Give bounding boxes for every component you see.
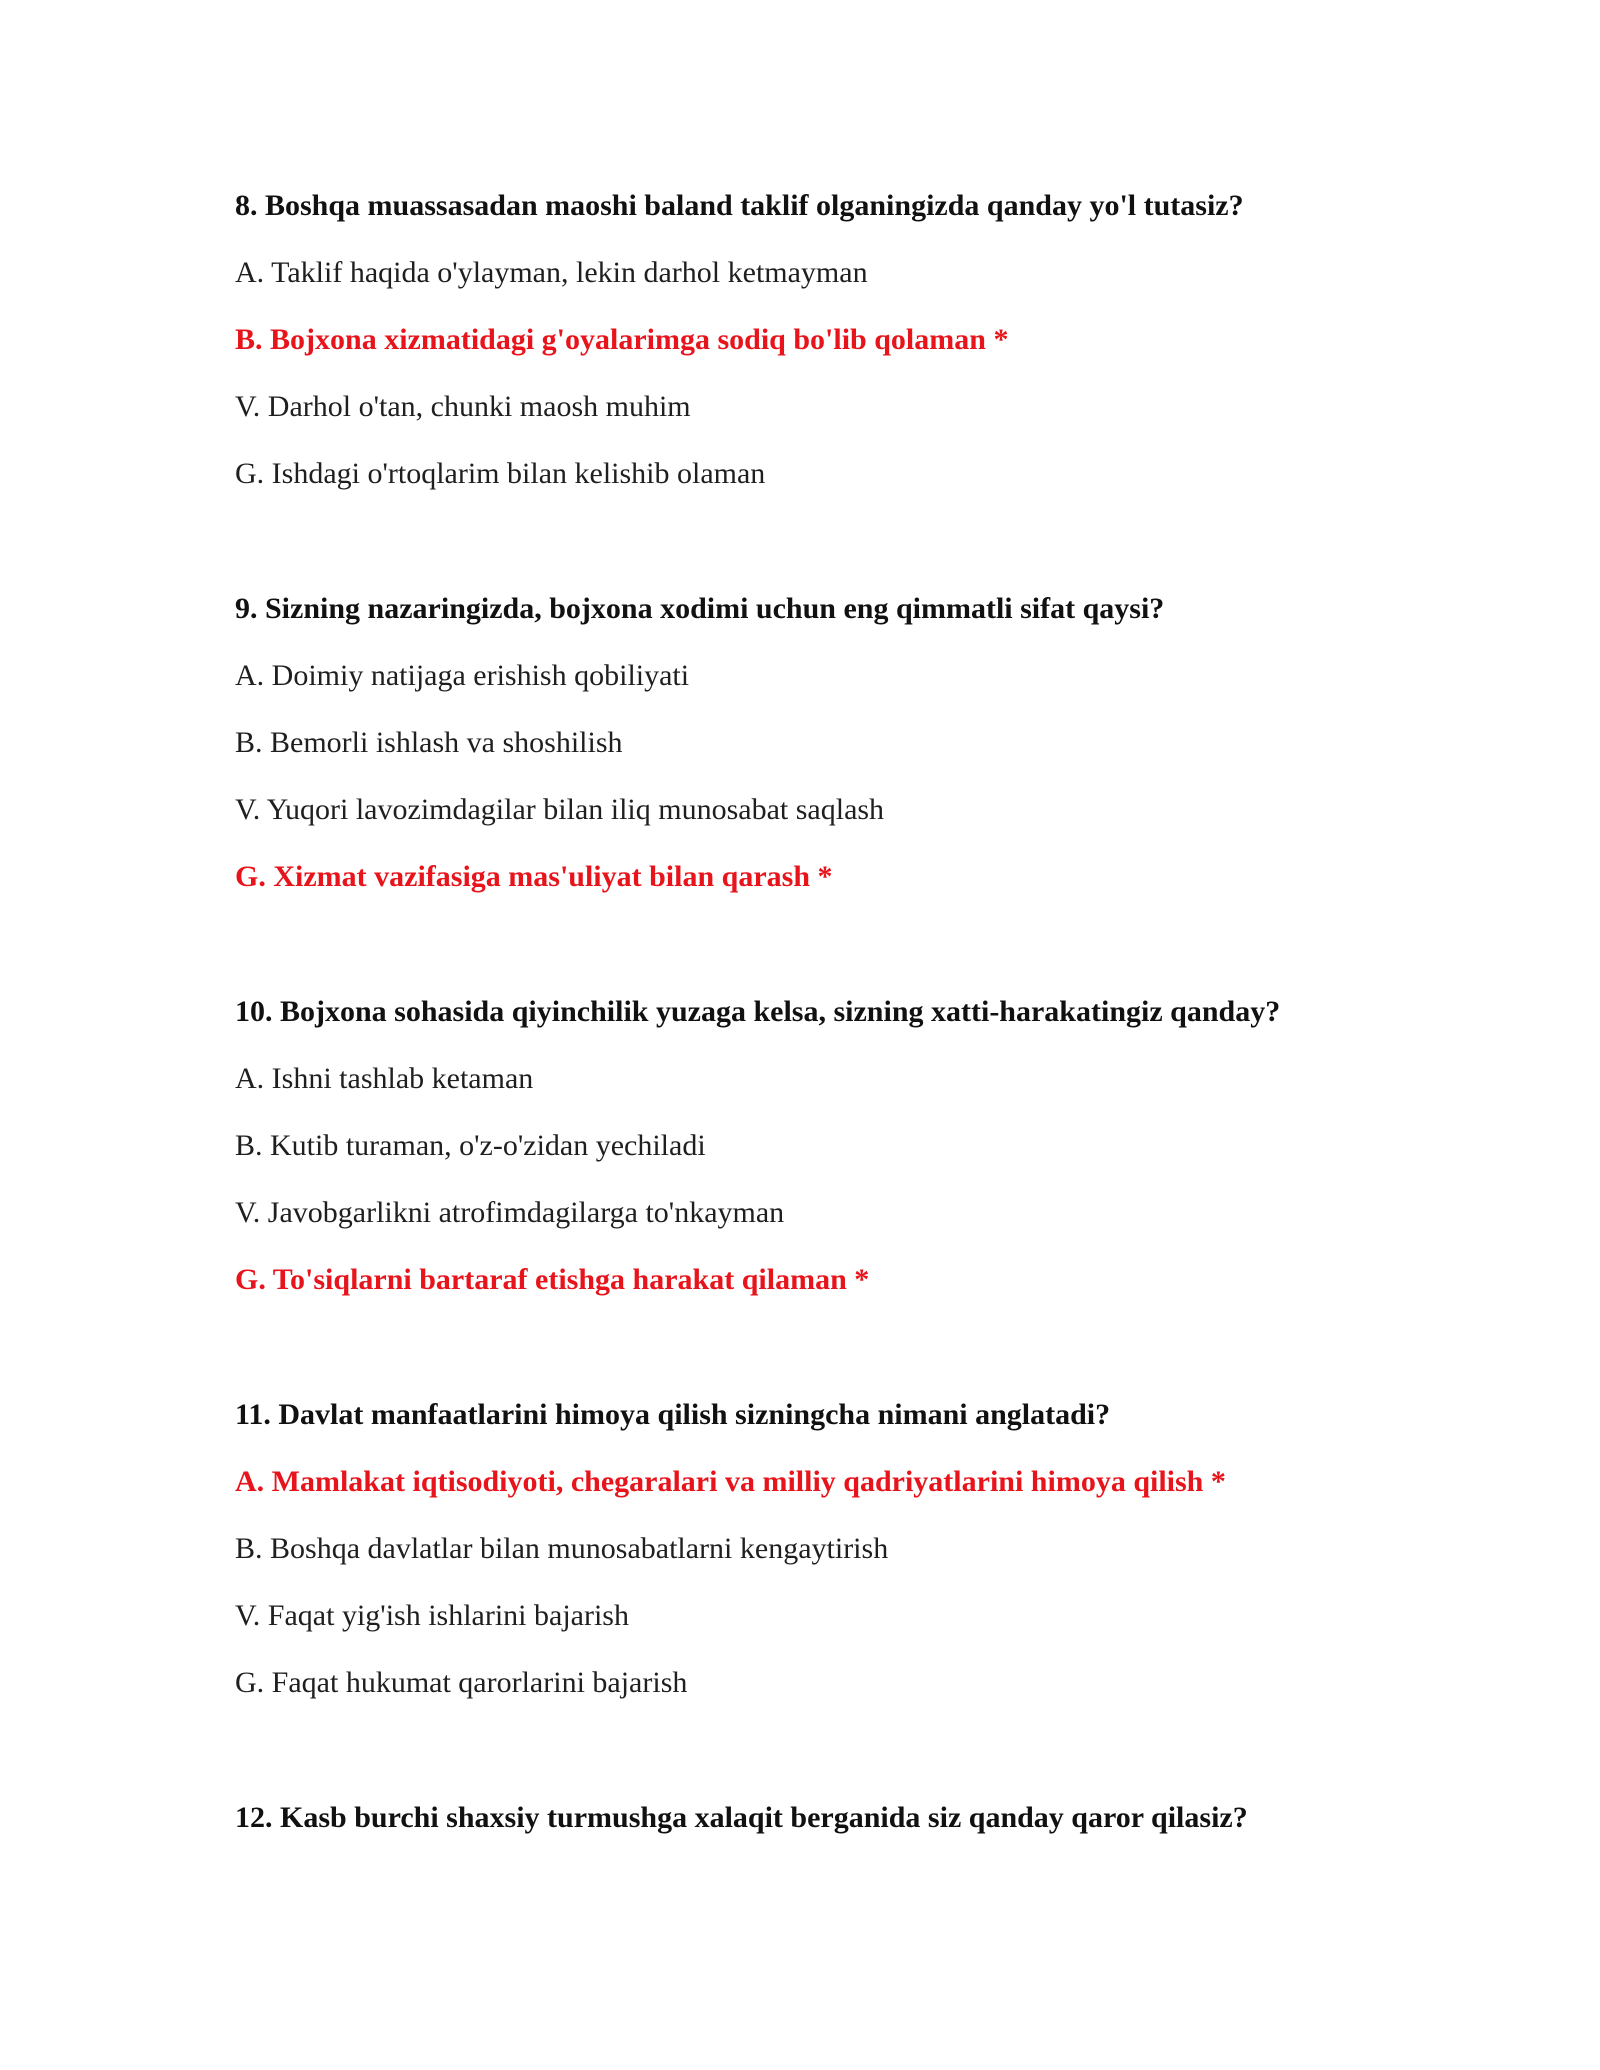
answer-option: B. Bemorli ishlash va shoshilish <box>235 726 623 759</box>
question-11 <box>235 1397 1435 1732</box>
question-10 <box>235 994 1435 1329</box>
question-text: 8. Boshqa muassasadan maoshi baland taklif olganingizda qanday yo'l tutasiz? <box>235 189 1244 222</box>
answer-option: V. Darhol o'tan, chunki maosh muhim <box>235 390 691 423</box>
answer-option: B. Boshqa davlatlar bilan munosabatlarni kengaytirish <box>235 1532 889 1565</box>
answer-option: A. Doimiy natijaga erishish qobiliyati <box>235 659 690 692</box>
question-text: 9. Sizning nazaringizda, bojxona xodimi uchun eng qimmatli sifat qaysi? <box>235 592 1165 625</box>
answer-option: A. Ishni tashlab ketaman <box>235 1062 534 1095</box>
correct-answer-option: G. Xizmat vazifasiga mas'uliyat bilan qarash * <box>235 860 833 893</box>
correct-answer-option: G. To'siqlarni bartaraf etishga harakat qilaman * <box>235 1263 870 1296</box>
answer-option: V. Faqat yig'ish ishlarini bajarish <box>235 1599 629 1632</box>
answer-option: G. Ishdagi o'rtoqlarim bilan kelishib olaman <box>235 457 766 490</box>
question-text: 10. Bojxona sohasida qiyinchilik yuzaga kelsa, sizning xatti-harakatingiz qanday? <box>235 995 1281 1028</box>
correct-answer-option: A. Mamlakat iqtisodiyoti, chegaralari va milliy qadriyatlarini himoya qilish * <box>235 1465 1226 1498</box>
answer-option: V. Javobgarlikni atrofimdagilarga to'nkayman <box>235 1196 785 1229</box>
question-text: 12. Kasb burchi shaxsiy turmushga xalaqit berganida siz qanday qaror qilasiz? <box>235 1801 1248 1834</box>
answer-option: G. Faqat hukumat qarorlarini bajarish <box>235 1666 688 1699</box>
question-12 <box>235 1800 1435 1867</box>
question-text: 11. Davlat manfaatlarini himoya qilish sizningcha nimani anglatadi? <box>235 1398 1111 1431</box>
answer-option: B. Kutib turaman, o'z-o'zidan yechiladi <box>235 1129 706 1162</box>
answer-option: A. Taklif haqida o'ylayman, lekin darhol ketmayman <box>235 256 868 289</box>
correct-answer-option: B. Bojxona xizmatidagi g'oyalarimga sodiq bo'lib qolaman * <box>235 323 1009 356</box>
question-9 <box>235 591 1435 926</box>
answer-option: V. Yuqori lavozimdagilar bilan iliq munosabat saqlash <box>235 793 885 826</box>
question-8 <box>235 188 1435 523</box>
